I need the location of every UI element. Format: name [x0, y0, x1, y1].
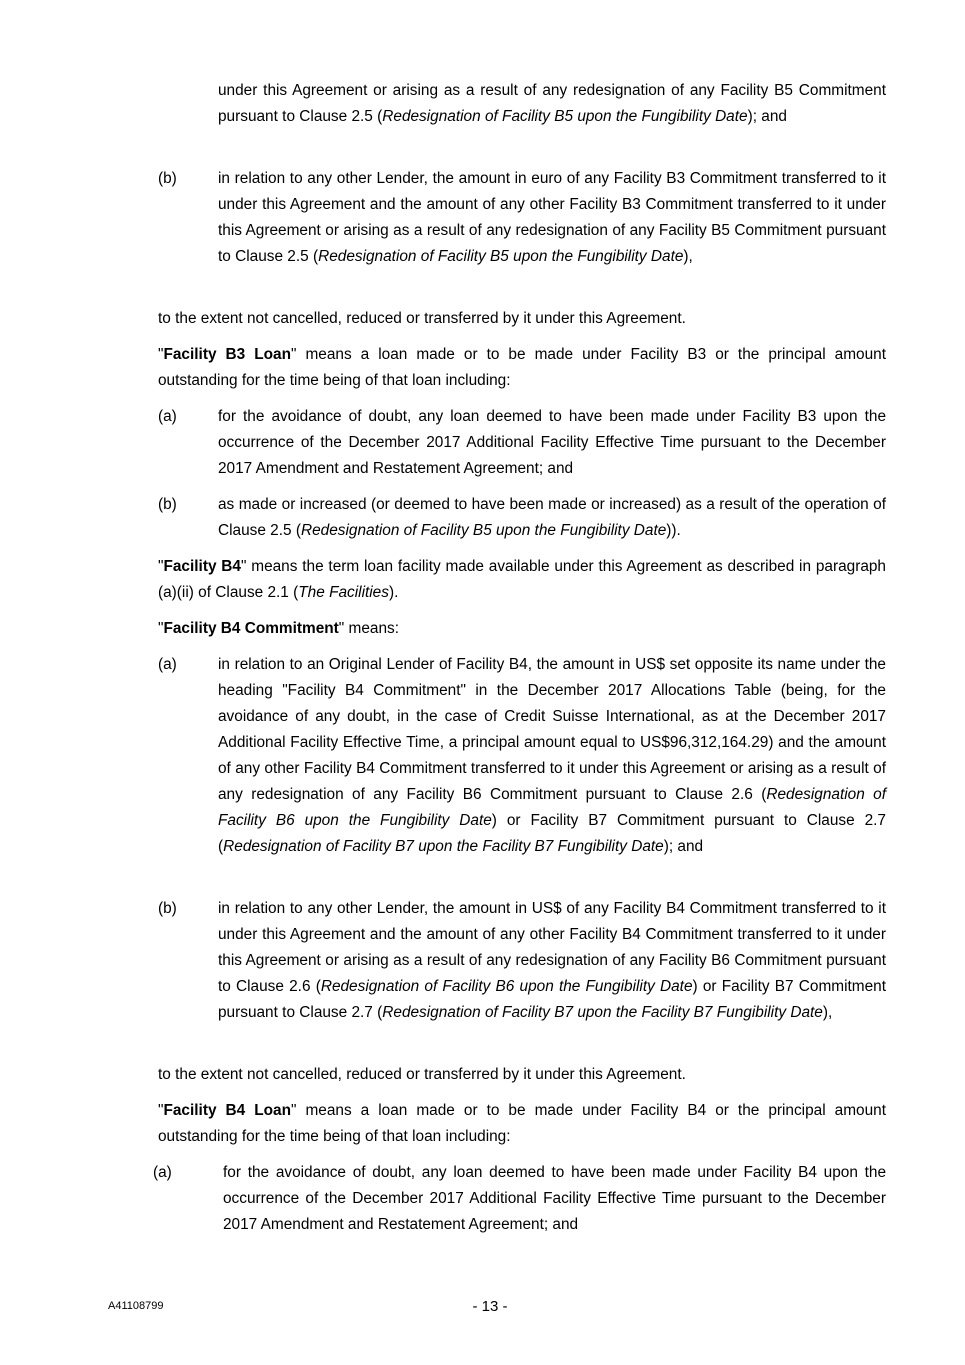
- definition-paragraph: "Facility B3 Loan" means a loan made or to be made under Facility B3 or the principal amount outstanding for the time being of that loan including:: [158, 346, 886, 389]
- list-label: (a): [158, 656, 177, 673]
- definition-paragraph: "Facility B4 Loan" means a loan made or to be made under Facility B4 or the principal amount outstanding for the time being of that loan including:: [158, 1102, 886, 1145]
- list-label: (b): [158, 496, 177, 513]
- list-label: (b): [158, 900, 177, 917]
- list-item-text: as made or increased (or deemed to have been made or increased) as a result of the operation of Clause 2.5 (Redesignation of Facility B5 upon the Fungibility Date)).: [218, 496, 886, 539]
- definition-paragraph: "Facility B4" means the term loan facility made available under this Agreement as described in paragraph (a)(ii) of Clause 2.1 (The Facilities).: [158, 558, 886, 601]
- list-item-text: in relation to any other Lender, the amount in US$ of any Facility B4 Commitment transferred to it under this Agreement and the amount of any other Facility B4 Commitment transferred to it under this Agreement or arising as a result of any redesignation of any Facility B6 Commitment pursuant to Clause 2.6 (Redesignation of Facility B6 upon the Fungibility Date) or Facility B7 Commitment pursuant to Clause 2.7 (Redesignation of Facility B7 upon the Facility B7 Fungibility Date),: [218, 900, 887, 1021]
- list-label: (a): [153, 1164, 172, 1181]
- list-item-text: for the avoidance of doubt, any loan deemed to have been made under Facility B3 upon the occurrence of the December 2017 Additional Facility Effective Time pursuant to the December 2017 Amendment and Restatement Agreement; and: [218, 408, 886, 477]
- list-item-text: in relation to an Original Lender of Facility B4, the amount in US$ set opposite its name under the heading "Facility B4 Commitment" in the December 2017 Allocations Table (being, for the avoidance of any doubt, in the case of Credit Suisse International, as at the December 2017 Additional Facility Effective Time, a principal amount equal to US$96,312,164.29) and the amount of any other Facility B4 Commitment transferred to it under this Agreement or arising as a result of any redesignation of any Facility B6 Commitment pursuant to Clause 2.6 (Redesignation of Facility B6 upon the Fungibility Date) or Facility B7 Commitment pursuant to Clause 2.7 (Redesignation of Facility B7 upon the Facility B7 Fungibility Date); and: [218, 656, 886, 855]
- paragraph: to the extent not cancelled, reduced or transferred by it under this Agreement.: [158, 1066, 686, 1083]
- document-id: A41108799: [108, 1300, 164, 1312]
- page-number: - 13 -: [472, 1298, 508, 1315]
- list-label: (a): [158, 408, 177, 425]
- list-item-text: in relation to any other Lender, the amount in euro of any Facility B3 Commitment transferred to it under this Agreement and the amount of any other Facility B3 Commitment transferred to it under this Agreement or arising as a result of any redesignation of any Facility B5 Commitment pursuant to Clause 2.5 (Redesignation of Facility B5 upon the Fungibility Date),: [218, 170, 886, 265]
- list-label: (b): [158, 170, 177, 187]
- definition-paragraph: "Facility B4 Commitment" means:: [158, 620, 400, 637]
- list-item-text: for the avoidance of doubt, any loan deemed to have been made under Facility B4 upon the occurrence of the December 2017 Additional Facility Effective Time pursuant to the December 2017 Amendment and Restatement Agreement; and: [223, 1164, 886, 1233]
- paragraph-continuation: under this Agreement or arising as a result of any redesignation of any Facility B5 Commitment pursuant to Clause 2.5 (Redesignation of Facility B5 upon the Fungibility Date); and: [218, 82, 886, 125]
- paragraph: to the extent not cancelled, reduced or transferred by it under this Agreement.: [158, 310, 686, 327]
